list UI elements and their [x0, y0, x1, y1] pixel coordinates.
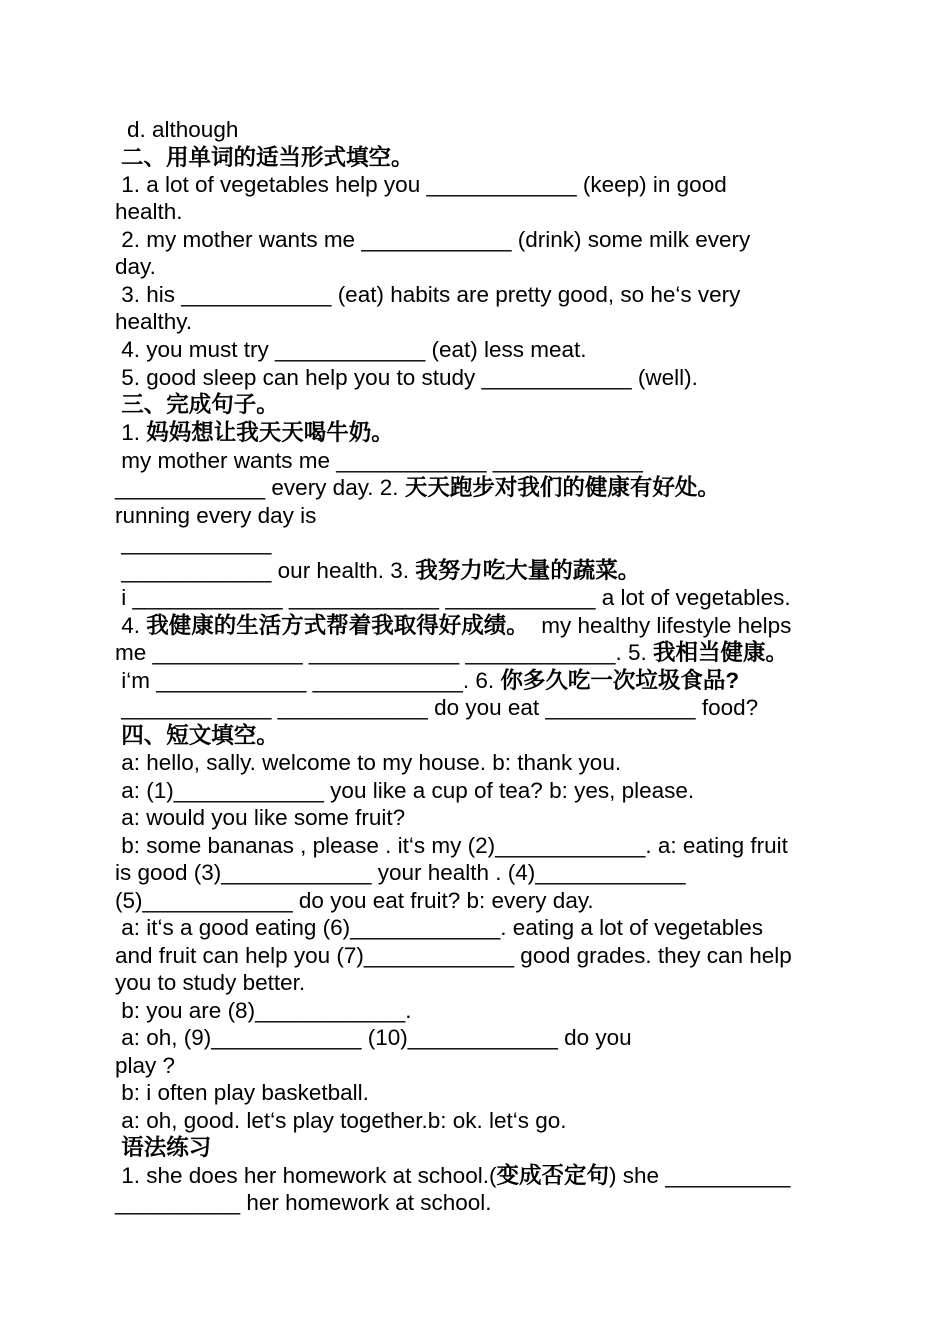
dialog-line-8 [115, 943, 792, 969]
dialog-line-14 [115, 1108, 567, 1134]
grammar-heading [115, 1135, 211, 1161]
s3-q1-number: 1. [115, 420, 147, 445]
dialog-line-4 [115, 833, 788, 859]
dialog-line-10 [115, 998, 411, 1024]
grammar-q1-cont-text: __________ her homework at school. [115, 1190, 492, 1215]
s2-q1-text: 1. a lot of vegetables help you ____________ (keep) in good [115, 172, 727, 197]
grammar-heading-text: 语法练习 [115, 1135, 212, 1160]
option-d-text: d. although [127, 117, 239, 142]
dialog-line-1-text: a: hello, sally. welcome to my house. b: thank you. [115, 750, 622, 775]
s3-q4-answer-start: my healthy lifestyle helps [528, 613, 792, 638]
s3-q3-chinese: 我努力吃大量的蔬菜。 [415, 558, 641, 583]
s3-q2-chinese: 天天跑步对我们的健康有好处。 [404, 475, 720, 500]
grammar-q1-line [115, 1163, 790, 1189]
s2-q1-line [115, 172, 727, 198]
dialog-line-2 [115, 778, 694, 804]
s3-q6-answer-text: ____________ ____________ do you eat ____________ food? [115, 695, 759, 720]
s3-q3-answer-text: i ____________ ____________ ____________ a lot of vegetables. [115, 585, 791, 610]
section-4-heading-text: 四、短文填空。 [115, 723, 279, 748]
dialog-line-5-text: is good (3)____________ your health . (4)____________ [115, 860, 686, 885]
dialog-line-12 [115, 1053, 175, 1079]
s2-q5-line [115, 365, 698, 391]
s2-q3-cont-text: healthy. [115, 309, 193, 334]
dialog-line-1 [115, 750, 621, 776]
dialog-line-12-text: play ? [115, 1053, 176, 1078]
s2-q2-text: 2. my mother wants me ____________ (drink) some milk every [115, 227, 751, 252]
dialog-line-5 [115, 860, 685, 886]
section-3-heading-text: 三、完成句子。 [115, 392, 279, 417]
s3-q6-chinese: 你多久吃一次垃圾食品? [500, 668, 740, 693]
dialog-line-9 [115, 970, 305, 996]
s3-q4-cont [115, 640, 788, 666]
dialog-line-10-text: b: you are (8)____________. [115, 998, 412, 1023]
grammar-q1-answer: ) she __________ [608, 1163, 791, 1188]
s3-q2-cont [115, 558, 640, 584]
s3-q5-chinese: 我相当健康。 [653, 640, 789, 665]
dialog-line-7 [115, 915, 763, 941]
s3-q1-cont-text: ____________ every day. 2. [115, 475, 405, 500]
s2-q5-text: 5. good sleep can help you to study ____________ (well). [115, 365, 698, 390]
s3-q3-answer [115, 585, 791, 611]
s2-q2-cont [115, 254, 156, 280]
s2-q3-cont [115, 309, 192, 335]
s3-q2-answer [115, 503, 316, 529]
s3-q6-answer [115, 695, 758, 721]
s3-q4-number: 4. [115, 613, 147, 638]
dialog-line-14-text: a: oh, good. let‘s play together.b: ok. let‘s go. [115, 1108, 567, 1133]
dialog-line-8-text: and fruit can help you (7)____________ good grades. they can help [115, 943, 792, 968]
grammar-q1-cont [115, 1190, 492, 1216]
option-d-line [127, 117, 238, 143]
dialog-line-13 [115, 1080, 369, 1106]
s3-q1-prompt [115, 420, 394, 446]
section-2-heading-text: 二、用单词的适当形式填空。 [121, 145, 414, 170]
dialog-line-6-text: (5)____________ do you eat fruit? b: every day. [115, 888, 594, 913]
s3-q2-cont-text: ____________ our health. 3. [115, 558, 416, 583]
dialog-line-13-text: b: i often play basketball. [115, 1080, 369, 1105]
s3-q5-answer [115, 668, 739, 694]
grammar-q1-instruction: 变成否定句 [496, 1163, 609, 1188]
s3-q1-answer [115, 448, 643, 474]
s2-q4-line [115, 337, 587, 363]
s3-q2-answer-text: running every day is [115, 503, 317, 528]
dialog-line-2-text: a: (1)____________ you like a cup of tea? b: yes, please. [115, 778, 695, 803]
s2-q3-text: 3. his ____________ (eat) habits are pretty good, so he‘s very [115, 282, 741, 307]
s3-q4-prompt [115, 613, 791, 639]
s3-q1-cont [115, 475, 720, 501]
dialog-line-7-text: a: it‘s a good eating (6)____________. eating a lot of vegetables [115, 915, 763, 940]
section-4-heading [115, 723, 279, 749]
dialog-line-3-text: a: would you like some fruit? [115, 805, 406, 830]
s2-q4-text: 4. you must try ____________ (eat) less meat. [115, 337, 587, 362]
s3-q5-answer-text: i‘m ____________ ____________. 6. [115, 668, 501, 693]
s2-q3-line [115, 282, 740, 308]
s3-q4-chinese: 我健康的生活方式帮着我取得好成绩。 [146, 613, 529, 638]
dialog-line-11-text: a: oh, (9)____________ (10)____________ do you [115, 1025, 632, 1050]
s3-q1-answer-text: my mother wants me ____________ ____________ [115, 448, 643, 473]
section-2-heading [121, 145, 414, 171]
s3-q1-chinese: 妈妈想让我天天喝牛奶。 [146, 420, 394, 445]
dialog-line-4-text: b: some bananas , please . it‘s my (2)____________. a: eating fruit [115, 833, 788, 858]
s2-q1-cont [115, 199, 183, 225]
s3-q2-blank-text: ____________ [115, 530, 272, 555]
s2-q2-line [115, 227, 750, 253]
s3-q2-blank [115, 530, 271, 556]
s2-q2-cont-text: day. [115, 254, 156, 279]
dialog-line-11 [115, 1025, 632, 1051]
dialog-line-9-text: you to study better. [115, 970, 306, 995]
section-3-heading [115, 392, 279, 418]
s2-q1-cont-text: health. [115, 199, 183, 224]
dialog-line-3 [115, 805, 405, 831]
grammar-q1-text: 1. she does her homework at school.( [115, 1163, 497, 1188]
dialog-line-6 [115, 888, 594, 914]
s3-q4-cont-text: me ____________ ____________ ____________. 5. [115, 640, 654, 665]
